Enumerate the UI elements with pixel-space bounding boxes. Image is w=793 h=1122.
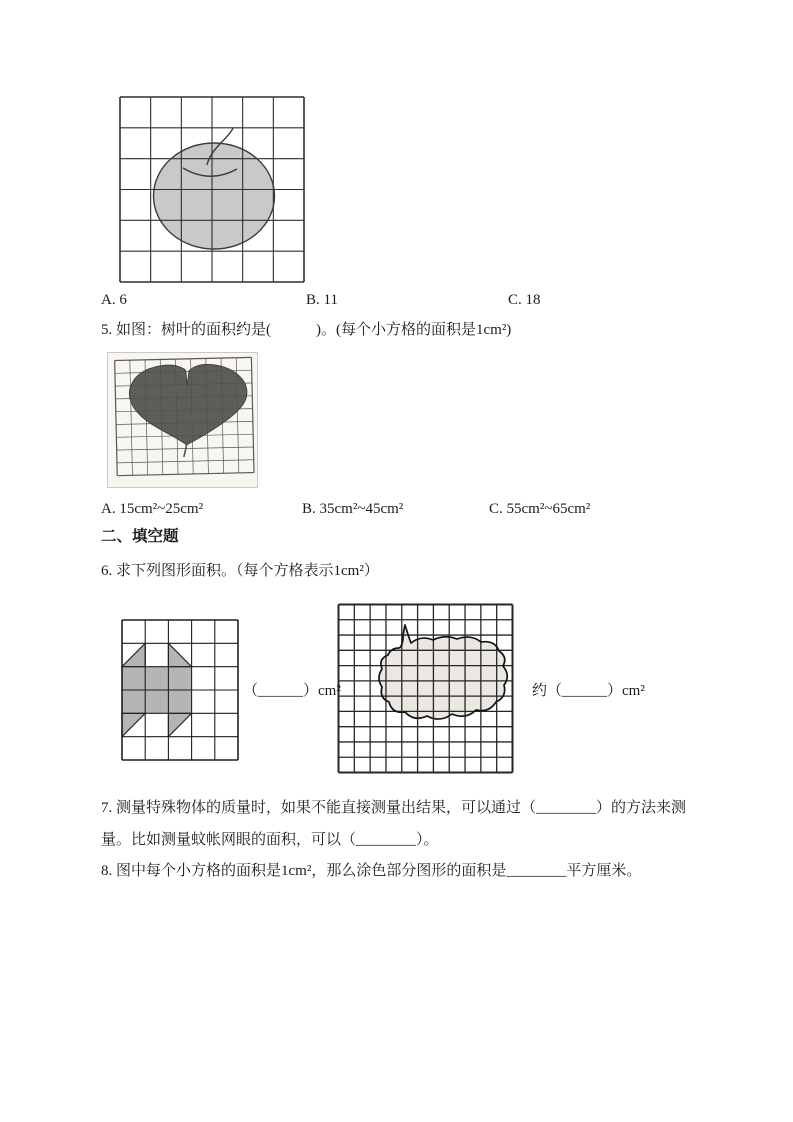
question5-option-c: C. 55cm²~65cm² (489, 501, 591, 517)
question5-text: 5. 如图：树叶的面积约是( )。(每个小方格的面积是1cm²) (101, 322, 512, 338)
question4-option-b: B. 11 (306, 292, 338, 308)
question7-line1: 7. 测量特殊物体的质量时，如果不能直接测量出结果，可以通过（________）的方法来测 (101, 800, 687, 816)
cloud-shape-grid-figure (337, 603, 514, 774)
question7-line2: 量。比如测量蚊帐网眼的面积，可以（________）。 (101, 832, 439, 848)
apple-grid-figure (119, 96, 305, 283)
question5-option-b: B. 35cm²~45cm² (302, 501, 404, 517)
section-fill-in-blanks-title: 二、填空题 (101, 528, 179, 545)
question5-option-a: A. 15cm²~25cm² (101, 501, 204, 517)
question6-right-answer-blank: 约（______）cm² (532, 683, 645, 699)
question4-option-c: C. 18 (508, 292, 541, 308)
ginkgo-leaf-photo-figure (107, 352, 258, 488)
shaded-polygon-grid-figure (121, 619, 239, 761)
question6-text: 6. 求下列图形面积。（每个方格表示1cm²） (101, 563, 379, 579)
question6-left-answer-blank: （______）cm² (243, 683, 341, 699)
question4-option-a: A. 6 (101, 292, 127, 308)
question8-text: 8. 图中每个小方格的面积是1cm²，那么涂色部分图形的面积是________平方厘米。 (101, 863, 642, 879)
